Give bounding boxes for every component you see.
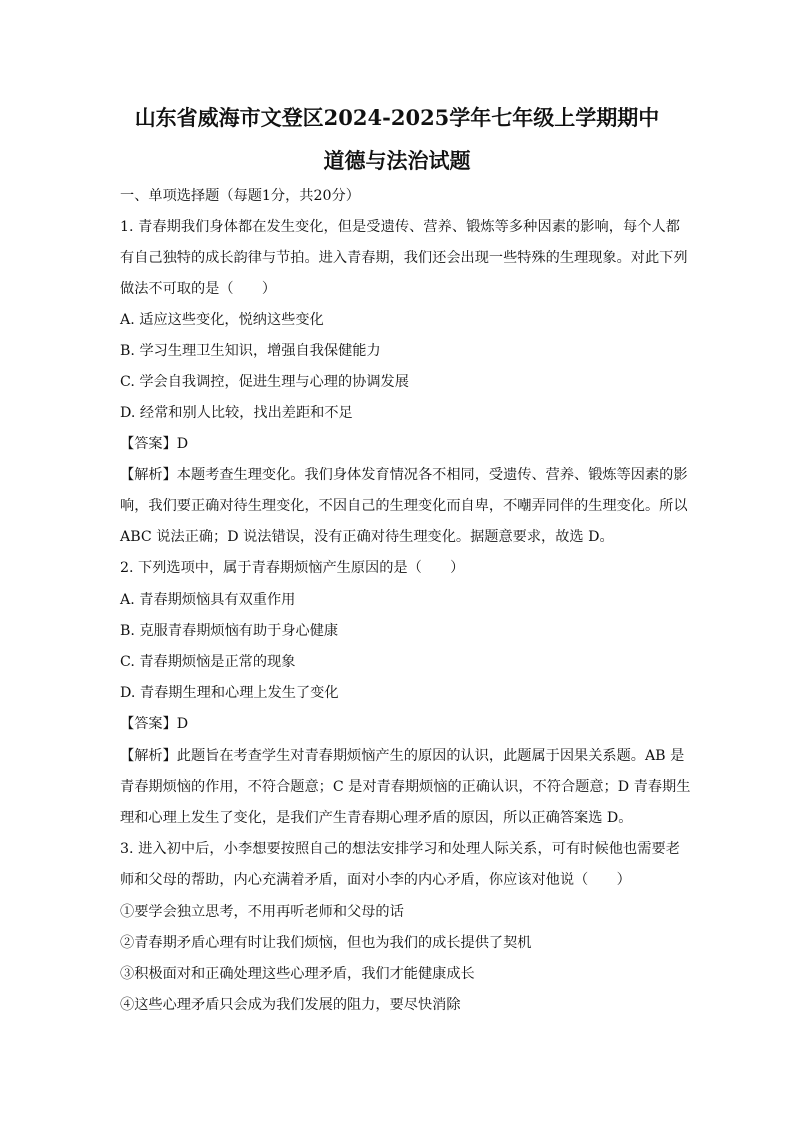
question-3-item: ①要学会独立思考，不用再听老师和父母的话 <box>120 904 404 920</box>
question-1-analysis-line: 响，我们要正确对待生理变化，不因自己的生理变化而自卑，不嘲弄同伴的生理变化。所以 <box>120 498 688 514</box>
question-1-option-d: D. 经常和别人比较，找出差距和不足 <box>120 405 353 421</box>
question-1-option-c: C. 学会自我调控，促进生理与心理的协调发展 <box>120 374 409 390</box>
question-3-item: ②青春期矛盾心理有时让我们烦恼，但也为我们的成长提供了契机 <box>120 935 532 951</box>
question-1-analysis-line: 【解析】本题考查生理变化。我们身体发育情况各不相同，受遗传、营养、锻炼等因素的影 <box>120 467 688 483</box>
question-2-analysis-line: 【解析】此题旨在考查学生对青春期烦恼产生的原因的认识，此题属于因果关系题。AB 是 <box>120 748 685 764</box>
question-1-answer: 【答案】D <box>120 436 189 452</box>
question-3-item: ③积极面对和正确处理这些心理矛盾，我们才能健康成长 <box>120 966 475 982</box>
question-2-option-d: D. 青春期生理和心理上发生了变化 <box>120 685 339 701</box>
exam-title: 山东省威海市文登区2024-2025学年七年级上学期期中 <box>134 105 660 130</box>
question-1-option-a: A. 适应这些变化，悦纳这些变化 <box>120 312 324 328</box>
question-3-stem-line: 3. 进入初中后，小李想要按照自己的想法安排学习和处理人际关系，可有时候他也需要老 <box>120 841 680 857</box>
section-heading: 一、单项选择题（每题1分，共20分） <box>120 188 360 204</box>
question-2-answer: 【答案】D <box>120 716 189 732</box>
question-1-analysis-line: ABC 说法正确；D 说法错误，没有正确对待生理变化。据题意要求，故选 D。 <box>120 529 614 545</box>
question-3-stem-line: 师和父母的帮助，内心充满着矛盾，面对小李的内心矛盾，你应该对他说（ ） <box>120 872 631 888</box>
question-1-stem-line: 有自己独特的成长韵律与节拍。进入青春期，我们还会出现一些特殊的生理现象。对此下列 <box>120 250 688 266</box>
question-2-option-a: A. 青春期烦恼具有双重作用 <box>120 592 296 608</box>
question-3-item: ④这些心理矛盾只会成为我们发展的阻力，要尽快消除 <box>120 997 461 1013</box>
question-1-option-b: B. 学习生理卫生知识，增强自我保健能力 <box>120 343 381 359</box>
exam-subtitle: 道德与法治试题 <box>323 148 471 173</box>
question-2-option-b: B. 克服青春期烦恼有助于身心健康 <box>120 623 339 639</box>
question-1-stem-line: 做法不可取的是（ ） <box>120 281 277 297</box>
question-1-stem-line: 1. 青春期我们身体都在发生变化，但是受遗传、营养、锻炼等多种因素的影响，每个人都 <box>120 219 680 235</box>
question-2-analysis-line: 理和心理上发生了变化，是我们产生青春期心理矛盾的原因，所以正确答案选 D。 <box>120 810 633 826</box>
question-2-option-c: C. 青春期烦恼是正常的现象 <box>120 654 296 670</box>
question-2-stem-line: 2. 下列选项中，属于青春期烦恼产生原因的是（ ） <box>120 560 465 576</box>
question-2-analysis-line: 青春期烦恼的作用，不符合题意；C 是对青春期烦恼的正确认识，不符合题意；D 青春期生 <box>120 779 691 795</box>
